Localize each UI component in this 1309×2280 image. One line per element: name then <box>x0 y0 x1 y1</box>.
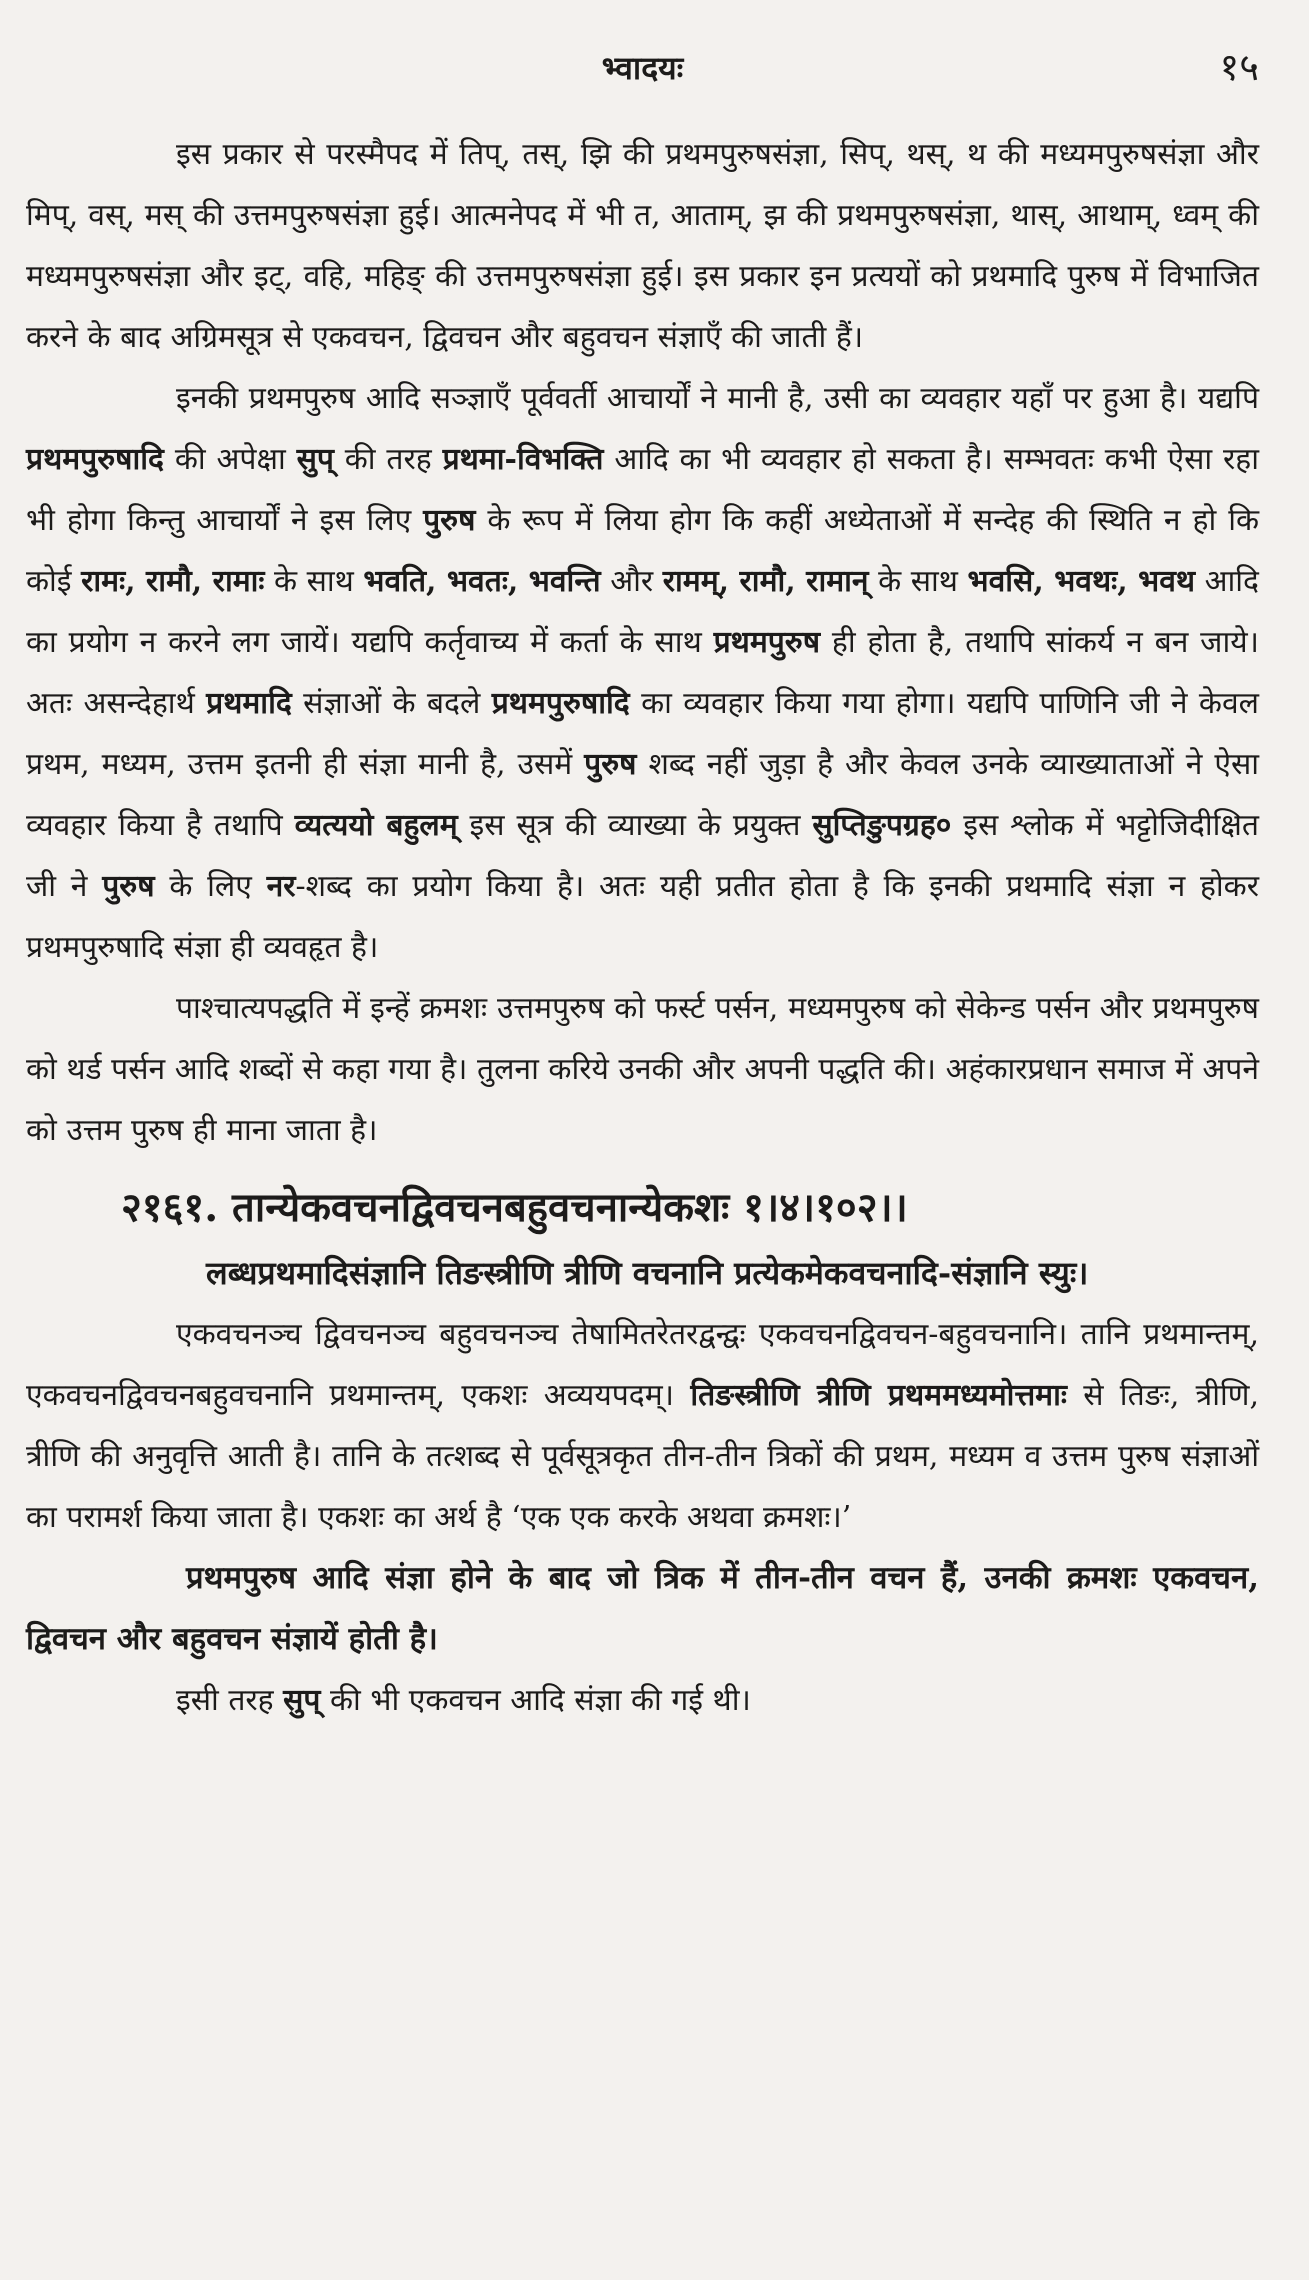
bold-term: पुरुष <box>584 747 637 782</box>
page-number: १५ <box>1219 45 1259 89</box>
text-run: इसी तरह <box>176 1683 284 1718</box>
text-run: ही होता है, तथापि सांकर्य न बन जाये। अतः असन्देहार्थ <box>26 625 1259 721</box>
text-run: शब्द नहीं जुड़ा है और केवल उनके व्याख्याताओं ने ऐसा व्यवहार किया है तथापि <box>26 747 1259 843</box>
paragraph-6 <box>26 1670 1259 1731</box>
text-run: आदि का प्रयोग न करने लग जायें। यद्यपि कर्तृवाच्य में कर्ता के साथ <box>26 564 1259 660</box>
bold-term: पुरुष <box>102 869 155 904</box>
text-run: का व्यवहार किया गया होगा। यद्यपि पाणिनि जी ने केवल प्रथम, मध्यम, उत्तम इतनी ही संज्ञा मानी है, उसमें <box>26 686 1259 782</box>
text-run: इस सूत्र की व्याख्या के प्रयुक्त <box>457 808 813 843</box>
paragraph-1: इस प्रकार से परस्मैपद में तिप्, तस्, झि की प्रथमपुरुषसंज्ञा, सिप्, थस्, थ की मध्यमपुरुषसंज्ञा और मिप्, वस्, मस् की उत्तमपुरुषसंज्ञा हुई। आत्मनेपद में भी त, आताम्, झ की प्रथमपुरुषसंज्ञा, थास्, आथाम्, ध्वम् की मध्यमपुरुषसंज्ञा और इट्, वहि, महिङ् की उत्तमपुरुषसंज्ञा हुई। इस प्रकार इन प्रत्ययों को प्रथमादि पुरुष में विभाजित करने के बाद अग्रिमसूत्र से एकवचन, द्विवचन और बहुवचन संज्ञाएँ की जाती हैं। <box>26 137 1259 355</box>
text-run: के रूप में लिया होग कि कहीं अध्येताओं में सन्देह की स्थिति न हो कि कोई <box>26 503 1260 599</box>
text-run: एकवचनञ्च द्विवचनञ्च बहुवचनञ्च तेषामितरेतरद्वन्द्वः एकवचनद्विवचन-बहुवचनानि। तानि प्रथमान्तम्, एकवचनद्विवचनबहुवचनानि प्रथमान्तम्, एकशः अव्ययपदम्। <box>26 1317 1259 1413</box>
text-run: इनकी प्रथमपुरुष आदि सञ्ज्ञाएँ पूर्ववर्ती आचार्यों ने मानी है, उसी का व्यवहार यहाँ पर हुआ है। यद्यपि <box>176 381 1259 416</box>
paragraph-3: पाश्चात्यपद्धति में इन्हें क्रमशः उत्तमपुरुष को फर्स्ट पर्सन, मध्यमपुरुष को सेकेन्ड पर्सन और प्रथमपुरुष को थर्ड पर्सन आदि शब्दों से कहा गया है। तुलना करिये उनकी और अपनी पद्धति की। अहंकारप्रधान समाज में अपने को उत्तम पुरुष ही माना जाता है। <box>26 991 1259 1148</box>
bold-term: भवति, भवतः, भवन्ति <box>363 564 601 599</box>
bold-term: रामः, रामौ, रामाः <box>81 564 265 599</box>
bold-term: प्रथमपुरुषादि <box>491 686 630 721</box>
bold-term: सुप्तिङुपग्रह० <box>812 808 952 843</box>
bold-term: प्रथमपुरुषादि <box>26 442 164 477</box>
text-run: से तिङः, त्रीणि, त्रीणि की अनुवृत्ति आती है। तानि के तत्शब्द से पूर्वसूत्रकृत तीन-तीन त्रिकों की प्रथम, मध्यम व उत्तम पुरुष संज्ञाओं का परामर्श किया जाता है। एकशः का अर्थ है ‘एक एक करके अथवा क्रमशः।’ <box>26 1378 1259 1535</box>
text-run: की तरह <box>333 442 443 477</box>
text-run: की अपेक्षा <box>163 442 297 477</box>
paragraph-4 <box>26 1304 1259 1548</box>
bold-term: सुप् <box>283 1683 321 1718</box>
bold-term: नर <box>266 869 296 904</box>
bold-term: रामम्, रामौ, रामान् <box>662 564 869 599</box>
paragraph-5-summary: प्रथमपुरुष आदि संज्ञा होने के बाद जो त्रिक में तीन-तीन वचन हैं, उनकी क्रमशः एकवचन, द्विवचन और बहुवचन संज्ञायें होती है। <box>26 1560 1259 1657</box>
sutra-heading: २१६१. तान्येकवचनद्विवचनबहुवचनान्येकशः १।४।१०२।। <box>121 1184 908 1231</box>
bold-term: प्रथमपुरुष <box>713 625 821 660</box>
text-run: के लिए <box>154 869 267 904</box>
bold-term: पुरुष <box>423 503 476 538</box>
text-run: के साथ <box>868 564 968 599</box>
page-header <box>26 40 1259 88</box>
text-run: की भी एकवचन आदि संज्ञा की गई थी। <box>320 1683 751 1718</box>
bold-term: सुप् <box>296 442 334 477</box>
bold-term: व्यत्ययो बहुलम् <box>294 808 458 843</box>
page-body <box>26 124 1259 1731</box>
sutra-vritti: लब्धप्रथमादिसंज्ञानि तिङस्त्रीणि त्रीणि वचनानि प्रत्येकमेकवचनादि-संज्ञानि स्युः। <box>206 1254 1089 1292</box>
paragraph-2 <box>26 368 1259 978</box>
text-run: के साथ <box>264 564 364 599</box>
bold-term: प्रथमादि <box>206 686 292 721</box>
bold-term: भवसि, भवथः, भवथ <box>967 564 1196 599</box>
text-run: इस श्लोक में भट्टोजिदीक्षित जी ने <box>26 808 1259 904</box>
bold-term: प्रथमा-विभक्ति <box>442 442 604 477</box>
text-run: संज्ञाओं के बदले <box>291 686 492 721</box>
running-head: भ्वादयः <box>601 49 684 87</box>
text-run: आदि का भी व्यवहार हो सकता है। सम्भवतः कभी ऐसा रहा भी होगा किन्तु आचार्यों ने इस लिए <box>26 442 1260 538</box>
bold-term: तिङस्त्रीणि त्रीणि प्रथममध्यमोत्तमाः <box>690 1378 1067 1413</box>
text-run: और <box>600 564 663 599</box>
text-run: -शब्द का प्रयोग किया है। अतः यही प्रतीत होता है कि इनकी प्रथमादि संज्ञा न होकर प्रथमपुरुषादि संज्ञा ही व्यवहृत है। <box>26 869 1259 965</box>
